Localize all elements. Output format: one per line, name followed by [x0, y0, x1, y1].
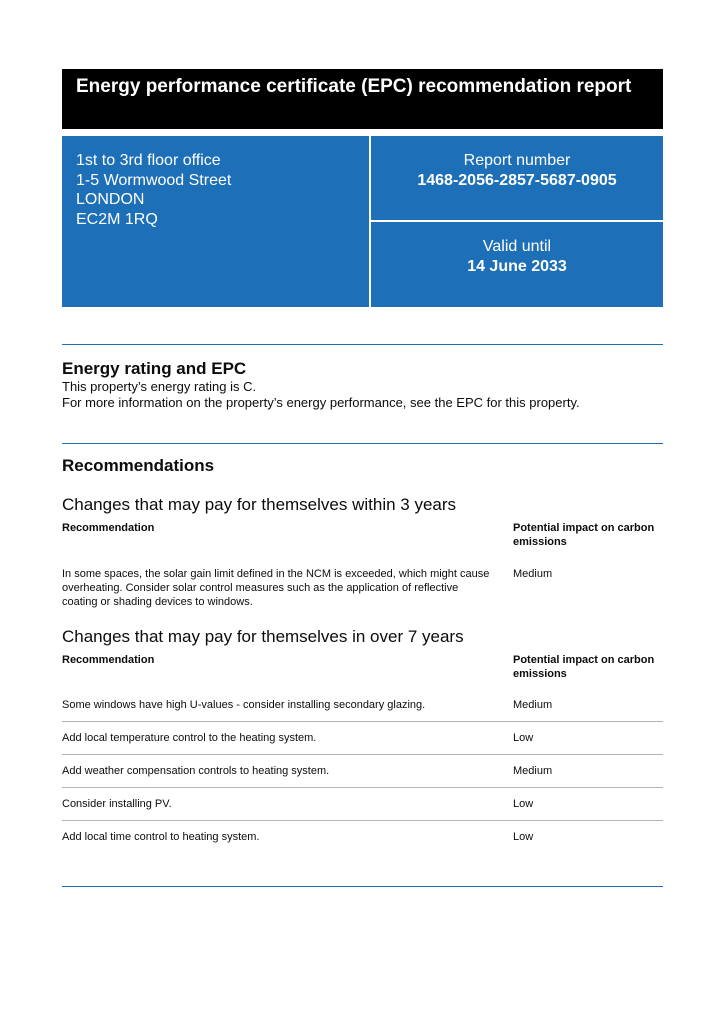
recommendation-cell: Add weather compensation controls to heating system. [62, 755, 513, 788]
recommendation-cell: In some spaces, the solar gain limit defined in the NCM is exceeded, which might cause overheating. Consider solar control measures such as the application of reflective coating or shading devices to windows. [62, 568, 490, 608]
table-row [62, 567, 663, 609]
report-number-label: Report number [463, 152, 571, 169]
section-divider [62, 443, 663, 444]
valid-until-box [371, 222, 663, 307]
property-address [62, 136, 369, 307]
recommendation-cell: Consider installing PV. [62, 788, 513, 821]
epc-recommendation-report [62, 69, 663, 887]
column-header-recommendation: Recommendation [62, 522, 155, 534]
column-header-recommendation: Recommendation [62, 654, 155, 666]
report-number-value: 1468-2056-2857-5687-0905 [417, 172, 617, 189]
report-number-box [371, 136, 663, 220]
energy-rating-heading: Energy rating and EPC [62, 359, 247, 378]
valid-until-value: 14 June 2033 [467, 258, 567, 275]
recommendations-table-short [62, 521, 663, 609]
address-line-3: LONDON [76, 191, 145, 208]
recommendations-heading: Recommendations [62, 456, 215, 475]
address-line-4: EC2M 1RQ [76, 210, 158, 228]
impact-cell: Medium [513, 568, 553, 580]
impact-cell: Low [513, 788, 663, 821]
impact-cell: Medium [513, 755, 663, 788]
property-header [62, 136, 663, 307]
group-short-heading: Changes that may pay for themselves within 3 years [62, 495, 457, 514]
section-divider [62, 886, 663, 887]
table-row [62, 698, 663, 722]
energy-info-text: For more information on the property’s energy performance, see the EPC for this property. [62, 395, 580, 410]
table-row [62, 788, 663, 821]
table-header-row [62, 521, 663, 567]
recommendation-cell: Some windows have high U-values - consider installing secondary glazing. [62, 698, 513, 722]
address-line-1: 1st to 3rd floor office [76, 152, 221, 169]
page-title: Energy performance certificate (EPC) recommendation report [62, 69, 663, 129]
report-meta [371, 136, 663, 307]
column-header-impact: Potential impact on carbon emissions [513, 654, 655, 680]
table-row [62, 821, 663, 854]
impact-cell: Medium [513, 698, 663, 722]
valid-until-label: Valid until [482, 238, 552, 255]
section-divider [62, 344, 663, 345]
group-long-heading: Changes that may pay for themselves in over 7 years [62, 627, 464, 646]
recommendations-table-long [62, 653, 663, 853]
address-line-2: 1-5 Wormwood Street [76, 171, 232, 189]
energy-rating-text: This property’s energy rating is C. [62, 379, 257, 394]
impact-cell: Low [513, 722, 663, 755]
recommendation-cell: Add local time control to heating system. [62, 831, 260, 843]
recommendation-cell: Add local temperature control to the heating system. [62, 722, 513, 755]
column-header-impact: Potential impact on carbon emissions [513, 522, 655, 548]
table-row [62, 755, 663, 788]
table-header-row [62, 653, 663, 698]
table-row [62, 722, 663, 755]
impact-cell: Low [513, 831, 534, 843]
